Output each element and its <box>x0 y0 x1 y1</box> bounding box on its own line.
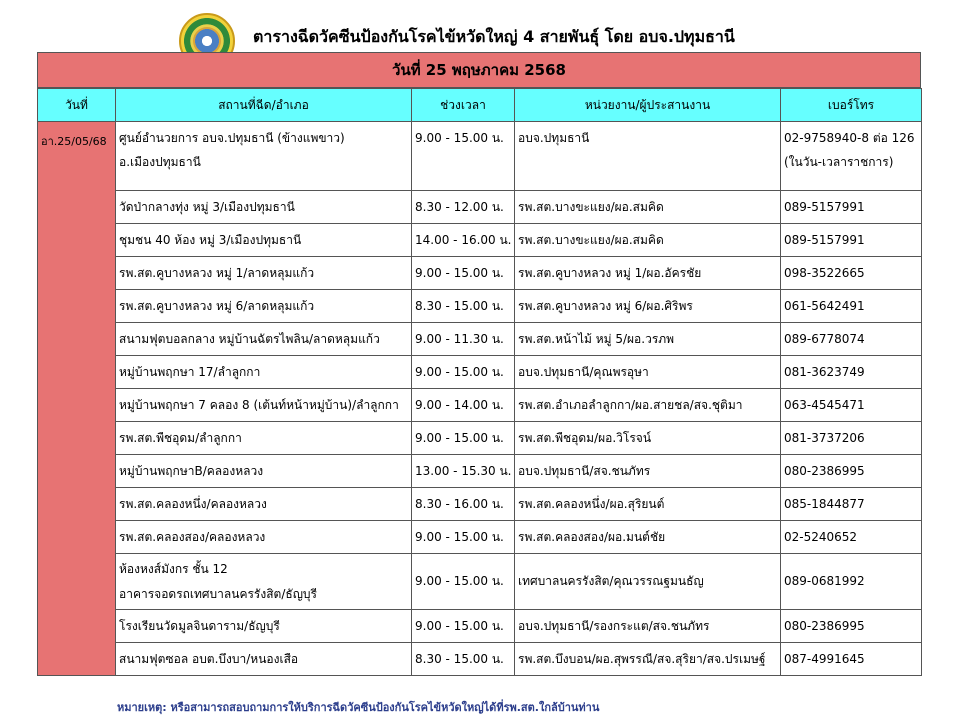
place-cell-text: รพ.สต.คลองสอง/คลองหลวง <box>119 529 266 544</box>
time-cell <box>412 224 515 257</box>
place-cell <box>116 191 412 224</box>
time-cell <box>412 191 515 224</box>
phone-cell-text: 087-4991645 <box>784 652 865 666</box>
phone-cell <box>781 257 922 290</box>
column-header-time: ช่วงเวลา <box>412 89 515 122</box>
agency-cell <box>515 389 781 422</box>
agency-cell-text: รพ.สต.คูบางหลวง หมู่ 1/ผอ.อัครชัย <box>518 265 702 280</box>
time-cell <box>412 290 515 323</box>
phone-cell <box>781 389 922 422</box>
time-cell <box>412 554 515 610</box>
phone-cell <box>781 191 922 224</box>
agency-cell <box>515 455 781 488</box>
phone-cell <box>781 521 922 554</box>
phone-cell-text: 080-2386995 <box>784 619 865 633</box>
time-cell-text: 9.00 - 14.00 น. <box>415 397 504 412</box>
table-row <box>38 610 922 643</box>
phone-cell-text-line2: (ในวัน-เวลาราชการ) <box>784 155 894 169</box>
agency-cell-text: อบจ.ปทุมธานี/คุณพรอุษา <box>518 364 649 379</box>
header <box>0 0 957 52</box>
place-cell-text: รพ.สต.พืชอุดม/ลำลูกกา <box>119 430 242 445</box>
phone-cell <box>781 224 922 257</box>
column-header-phone: เบอร์โทร <box>781 89 922 122</box>
phone-cell-text: 02-5240652 <box>784 530 858 544</box>
phone-cell-text: 089-5157991 <box>784 200 865 214</box>
place-cell-text: หมู่บ้านพฤกษา 17/ลำลูกกา <box>119 364 261 379</box>
place-cell-text: รพ.สต.คลองหนึ่ง/คลองหลวง <box>119 496 267 511</box>
place-cell <box>116 257 412 290</box>
time-cell-text: 9.00 - 15.00 น. <box>415 430 504 445</box>
table-row <box>38 521 922 554</box>
phone-cell-text: 080-2386995 <box>784 464 865 478</box>
place-cell-text: สนามฟุตซอล อบต.บึงบา/หนองเสือ <box>119 651 299 666</box>
agency-cell-text: รพ.สต.คลองหนึ่ง/ผอ.สุริยนต์ <box>518 496 665 511</box>
agency-cell <box>515 643 781 676</box>
place-cell-text: ศูนย์อำนวยการ อบจ.ปทุมธานี (ข้างแพขาว) <box>119 131 345 145</box>
time-cell <box>412 455 515 488</box>
phone-cell <box>781 643 922 676</box>
time-cell <box>412 356 515 389</box>
agency-cell <box>515 356 781 389</box>
place-cell <box>116 290 412 323</box>
time-cell-text: 8.30 - 15.00 น. <box>415 651 504 666</box>
place-cell-text: ชุมชน 40 ห้อง หมู่ 3/เมืองปทุมธานี <box>119 232 302 247</box>
agency-cell-text: อบจ.ปทุมธานี <box>518 131 590 145</box>
agency-cell <box>515 488 781 521</box>
agency-cell-text: อบจ.ปทุมธานี/รองกระแต/สจ.ชนภัทร <box>518 618 710 633</box>
place-cell <box>116 610 412 643</box>
agency-cell <box>515 422 781 455</box>
time-cell-text: 9.00 - 15.00 น. <box>415 364 504 379</box>
table-row <box>38 389 922 422</box>
table-row <box>38 554 922 610</box>
time-cell <box>412 389 515 422</box>
time-cell <box>412 521 515 554</box>
place-cell-text: รพ.สต.คูบางหลวง หมู่ 6/ลาดหลุมแก้ว <box>119 298 315 313</box>
agency-cell <box>515 257 781 290</box>
place-cell-text: ห้องหงส์มังกร ชั้น 12 <box>119 561 228 576</box>
table-row <box>38 191 922 224</box>
time-cell <box>412 257 515 290</box>
agency-cell <box>515 290 781 323</box>
place-cell-text: โรงเรียนวัดมูลจินดาราม/ธัญบุรี <box>119 618 280 633</box>
place-cell-text: รพ.สต.คูบางหลวง หมู่ 1/ลาดหลุมแก้ว <box>119 265 315 280</box>
agency-cell-text: รพ.สต.บางขะแยง/ผอ.สมคิด <box>518 232 664 247</box>
time-cell <box>412 323 515 356</box>
agency-cell <box>515 224 781 257</box>
time-cell <box>412 643 515 676</box>
phone-cell <box>781 356 922 389</box>
place-cell <box>116 122 412 191</box>
agency-cell-text: รพ.สต.บึงบอน/ผอ.สุพรรณี/สจ.สุริยา/สจ.ปรเมษฐ์ <box>518 651 766 666</box>
place-cell <box>116 521 412 554</box>
place-cell <box>116 224 412 257</box>
date-heading: วันที่ 25 พฤษภาคม 2568 <box>37 52 921 88</box>
table-row <box>38 455 922 488</box>
schedule-table <box>37 88 922 676</box>
place-cell-text: หมู่บ้านพฤกษาB/คลองหลวง <box>119 463 264 478</box>
place-cell-text: หมู่บ้านพฤกษา 7 คลอง 8 (เต้นท์หน้าหมู่บ้าน)/ลำลูกกา <box>119 397 399 412</box>
footnote: หมายเหตุ: หรือสามารถสอบถามการให้บริการฉีดวัคซีนป้องกันโรคไข้หวัดใหญ่ได้ที่รพ.สต.ใกล้บ้านท่าน <box>117 701 600 714</box>
place-cell <box>116 356 412 389</box>
phone-cell <box>781 455 922 488</box>
agency-cell <box>515 323 781 356</box>
place-cell <box>116 455 412 488</box>
table-header-row <box>38 89 922 122</box>
time-cell-text: 8.30 - 12.00 น. <box>415 199 504 214</box>
phone-cell <box>781 323 922 356</box>
time-cell <box>412 610 515 643</box>
agency-cell <box>515 122 781 191</box>
place-cell <box>116 554 412 610</box>
agency-cell <box>515 610 781 643</box>
table-row <box>38 488 922 521</box>
time-cell-text: 9.00 - 15.00 น. <box>415 618 504 633</box>
table-row <box>38 122 922 191</box>
place-cell <box>116 422 412 455</box>
table-row <box>38 422 922 455</box>
agency-cell <box>515 554 781 610</box>
time-cell-text: 9.00 - 15.00 น. <box>415 529 504 544</box>
phone-cell-text: 02-9758940-8 ต่อ 126 <box>784 131 915 145</box>
agency-cell-text: รพ.สต.หน้าไม้ หมู่ 5/ผอ.วรภพ <box>518 331 675 346</box>
phone-cell <box>781 610 922 643</box>
agency-cell-text: รพ.สต.คลองสอง/ผอ.มนต์ชัย <box>518 529 666 544</box>
phone-cell-text: 063-4545471 <box>784 398 865 412</box>
agency-cell-text: รพ.สต.บางขะแยง/ผอ.สมคิด <box>518 199 664 214</box>
column-header-date: วันที่ <box>38 89 116 122</box>
page-title: ตารางฉีดวัคซีนป้องกันโรคไข้หวัดใหญ่ 4 สายพันธุ์ โดย อบจ.ปทุมธานี <box>253 27 735 46</box>
time-cell-text: 9.00 - 15.00 น. <box>415 265 504 280</box>
phone-cell-text: 098-3522665 <box>784 266 865 280</box>
time-cell-text: 9.00 - 15.00 น. <box>415 574 504 588</box>
place-cell <box>116 389 412 422</box>
time-cell <box>412 422 515 455</box>
place-cell-text-line2: อ.เมืองปทุมธานี <box>119 155 201 169</box>
agency-cell <box>515 191 781 224</box>
phone-cell-text: 089-0681992 <box>784 574 865 588</box>
agency-cell <box>515 521 781 554</box>
day-cell: อา.25/05/68 <box>38 122 116 676</box>
phone-cell-text: 089-6778074 <box>784 332 865 346</box>
time-cell-text: 13.00 - 15.30 น. <box>415 463 512 478</box>
table-row <box>38 257 922 290</box>
place-cell-text: สนามฟุตบอลกลาง หมู่บ้านฉัตรไพลิน/ลาดหลุมแก้ว <box>119 331 380 346</box>
phone-cell-text: 081-3623749 <box>784 365 865 379</box>
time-cell-text: 8.30 - 16.00 น. <box>415 496 504 511</box>
table-row <box>38 356 922 389</box>
phone-cell <box>781 554 922 610</box>
phone-cell <box>781 488 922 521</box>
agency-cell-text: อบจ.ปทุมธานี/สจ.ชนภัทร <box>518 463 651 478</box>
place-cell <box>116 488 412 521</box>
agency-cell-text: รพ.สต.พืชอุดม/ผอ.วิโรจน์ <box>518 430 652 445</box>
time-cell-text: 8.30 - 15.00 น. <box>415 298 504 313</box>
phone-cell <box>781 122 922 191</box>
phone-cell-text: 061-5642491 <box>784 299 865 313</box>
time-cell-text: 9.00 - 11.30 น. <box>415 331 504 346</box>
agency-cell-text: รพ.สต.อำเภอลำลูกกา/ผอ.สายชล/สจ.ชุติมา <box>518 397 743 412</box>
place-cell <box>116 643 412 676</box>
phone-cell-text: 089-5157991 <box>784 233 865 247</box>
phone-cell-text: 085-1844877 <box>784 497 865 511</box>
table-row <box>38 643 922 676</box>
phone-cell <box>781 290 922 323</box>
time-cell <box>412 488 515 521</box>
place-cell <box>116 323 412 356</box>
time-cell-text: 9.00 - 15.00 น. <box>415 131 504 145</box>
table-row <box>38 323 922 356</box>
column-header-place: สถานที่ฉีด/อำเภอ <box>116 89 412 122</box>
column-header-agency: หน่วยงาน/ผู้ประสานงาน <box>515 89 781 122</box>
place-cell-text-line2: อาคารจอดรถเทศบาลนครรังสิต/ธัญบุรี <box>119 586 317 601</box>
table-row <box>38 224 922 257</box>
table-row <box>38 290 922 323</box>
agency-cell-text: รพ.สต.คูบางหลวง หมู่ 6/ผอ.ศิริพร <box>518 298 693 313</box>
time-cell <box>412 122 515 191</box>
agency-cell-text: เทศบาลนครรังสิต/คุณวรรณฐมนธัญ <box>518 574 704 588</box>
phone-cell-text: 081-3737206 <box>784 431 865 445</box>
phone-cell <box>781 422 922 455</box>
place-cell-text: วัดป่ากลางทุ่ง หมู่ 3/เมืองปทุมธานี <box>119 199 295 214</box>
time-cell-text: 14.00 - 16.00 น. <box>415 232 512 247</box>
